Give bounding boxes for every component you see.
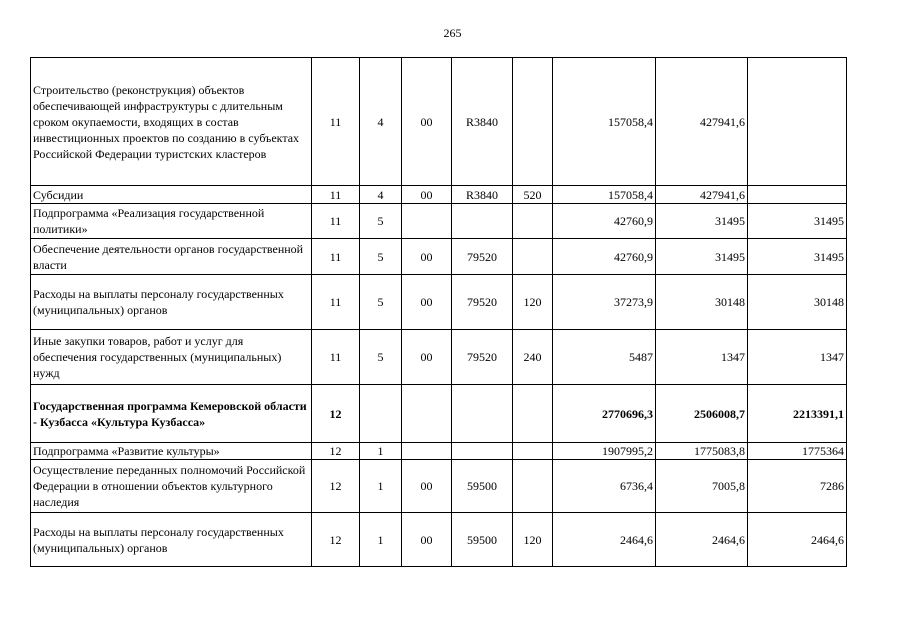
expense-type-cell: 120: [513, 513, 553, 567]
item-name: Расходы на выплаты персоналу государственных (муниципальных) органов: [31, 275, 312, 330]
direction-code-cell: R3840: [452, 58, 513, 186]
razdel-cell: 11: [312, 186, 360, 204]
amount-year2-cell: 7005,8: [656, 460, 748, 513]
amount-year3-cell: 31495: [748, 239, 847, 275]
amount-year3-cell: 2213391,1: [748, 385, 847, 443]
direction-code-cell: 79520: [452, 330, 513, 385]
direction-code-cell: 79520: [452, 275, 513, 330]
amount-year1-cell: 2464,6: [553, 513, 656, 567]
expense-type-cell: [513, 460, 553, 513]
program-code-cell: [402, 443, 452, 460]
amount-year3-cell: 1347: [748, 330, 847, 385]
amount-year2-cell: 31495: [656, 204, 748, 239]
table-row: [31, 513, 847, 567]
item-name: Обеспечение деятельности органов государственной власти: [31, 239, 312, 275]
expense-type-cell: [513, 443, 553, 460]
table-row: [31, 330, 847, 385]
amount-year3-cell: 1775364: [748, 443, 847, 460]
expense-type-cell: 520: [513, 186, 553, 204]
program-code-cell: 00: [402, 186, 452, 204]
amount-year2-cell: 1775083,8: [656, 443, 748, 460]
item-name: Строительство (реконструкция) объектов обеспечивающей инфраструктуры с длительным сроком окупаемости, входящих в состав инвестиционных проектов по созданию в субъектах Российской Федерации туристских кластеров: [31, 58, 312, 186]
program-code-cell: [402, 385, 452, 443]
amount-year1-cell: 6736,4: [553, 460, 656, 513]
program-code-cell: 00: [402, 460, 452, 513]
direction-code-cell: 59500: [452, 460, 513, 513]
direction-code-cell: [452, 385, 513, 443]
razdel-cell: 11: [312, 275, 360, 330]
razdel-cell: 11: [312, 330, 360, 385]
item-name: Государственная программа Кемеровской области - Кузбасса «Культура Кузбасса»: [31, 385, 312, 443]
amount-year2-cell: 2464,6: [656, 513, 748, 567]
amount-year1-cell: 157058,4: [553, 186, 656, 204]
program-code-cell: 00: [402, 275, 452, 330]
page-number: 265: [443, 26, 462, 40]
table-row: [31, 385, 847, 443]
amount-year1-cell: 42760,9: [553, 204, 656, 239]
razdel-cell: 11: [312, 58, 360, 186]
amount-year3-cell: 31495: [748, 204, 847, 239]
podrazdel-cell: 4: [360, 186, 402, 204]
program-code-cell: 00: [402, 513, 452, 567]
amount-year2-cell: 1347: [656, 330, 748, 385]
table-row: [31, 204, 847, 239]
item-name: Расходы на выплаты персоналу государственных (муниципальных) органов: [31, 513, 312, 567]
podrazdel-cell: 5: [360, 239, 402, 275]
expense-type-cell: 120: [513, 275, 553, 330]
program-code-cell: 00: [402, 58, 452, 186]
amount-year1-cell: 1907995,2: [553, 443, 656, 460]
direction-code-cell: 79520: [452, 239, 513, 275]
direction-code-cell: [452, 204, 513, 239]
amount-year2-cell: 427941,6: [656, 58, 748, 186]
razdel-cell: 12: [312, 513, 360, 567]
item-name: Иные закупки товаров, работ и услуг для обеспечения государственных (муниципальных) нужд: [31, 330, 312, 385]
podrazdel-cell: 5: [360, 275, 402, 330]
amount-year1-cell: 157058,4: [553, 58, 656, 186]
amount-year3-cell: 2464,6: [748, 513, 847, 567]
expense-type-cell: [513, 58, 553, 186]
amount-year1-cell: 37273,9: [553, 275, 656, 330]
podrazdel-cell: 5: [360, 204, 402, 239]
budget-table: [30, 57, 847, 567]
expense-type-cell: [513, 385, 553, 443]
table-row: [31, 275, 847, 330]
podrazdel-cell: 4: [360, 58, 402, 186]
amount-year2-cell: 30148: [656, 275, 748, 330]
podrazdel-cell: 1: [360, 460, 402, 513]
razdel-cell: 12: [312, 460, 360, 513]
podrazdel-cell: 1: [360, 443, 402, 460]
amount-year1-cell: 42760,9: [553, 239, 656, 275]
amount-year2-cell: 427941,6: [656, 186, 748, 204]
program-code-cell: [402, 204, 452, 239]
amount-year2-cell: 31495: [656, 239, 748, 275]
razdel-cell: 11: [312, 204, 360, 239]
direction-code-cell: R3840: [452, 186, 513, 204]
amount-year1-cell: 2770696,3: [553, 385, 656, 443]
podrazdel-cell: [360, 385, 402, 443]
amount-year1-cell: 5487: [553, 330, 656, 385]
item-name: Подпрограмма «Развитие культуры»: [31, 443, 312, 460]
razdel-cell: 11: [312, 239, 360, 275]
direction-code-cell: 59500: [452, 513, 513, 567]
amount-year3-cell: [748, 58, 847, 186]
amount-year2-cell: 2506008,7: [656, 385, 748, 443]
expense-type-cell: [513, 239, 553, 275]
razdel-cell: 12: [312, 385, 360, 443]
table-row: [31, 58, 847, 186]
item-name: Подпрограмма «Реализация государственной политики»: [31, 204, 312, 239]
amount-year3-cell: 30148: [748, 275, 847, 330]
item-name: Субсидии: [31, 186, 312, 204]
item-name: Осуществление переданных полномочий Российской Федерации в отношении объектов культурного наследия: [31, 460, 312, 513]
podrazdel-cell: 5: [360, 330, 402, 385]
table-row: [31, 460, 847, 513]
table-row: [31, 186, 847, 204]
expense-type-cell: [513, 204, 553, 239]
expense-type-cell: 240: [513, 330, 553, 385]
razdel-cell: 12: [312, 443, 360, 460]
program-code-cell: 00: [402, 239, 452, 275]
direction-code-cell: [452, 443, 513, 460]
table-row: [31, 443, 847, 460]
table-row: [31, 239, 847, 275]
amount-year3-cell: 7286: [748, 460, 847, 513]
podrazdel-cell: 1: [360, 513, 402, 567]
amount-year3-cell: [748, 186, 847, 204]
program-code-cell: 00: [402, 330, 452, 385]
